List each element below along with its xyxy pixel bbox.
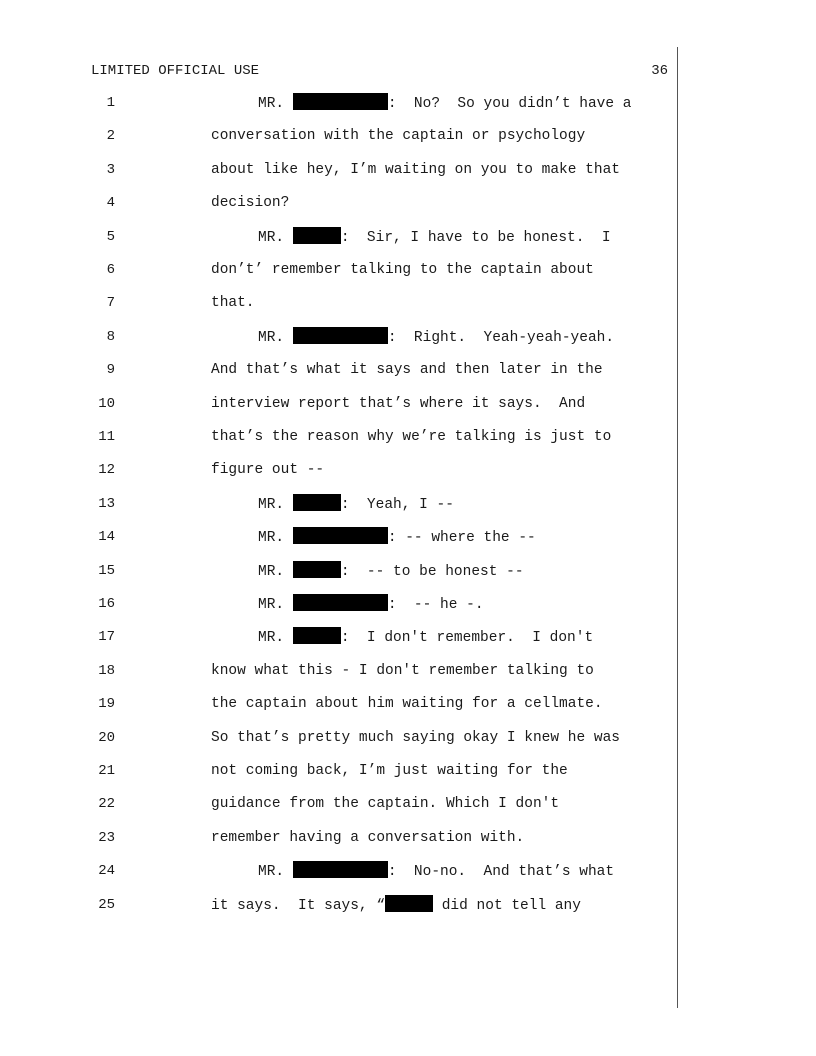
classification-header: LIMITED OFFICIAL USE bbox=[91, 63, 260, 79]
line-number: 20 bbox=[98, 729, 115, 746]
text-segment: MR. bbox=[258, 530, 293, 547]
transcript-line bbox=[0, 494, 680, 514]
line-number: 18 bbox=[98, 662, 115, 679]
text-segment: that. bbox=[211, 295, 255, 312]
line-number: 17 bbox=[98, 629, 115, 646]
line-number: 10 bbox=[98, 395, 115, 412]
text-segment: MR. bbox=[258, 229, 293, 246]
line-number: 15 bbox=[98, 562, 115, 579]
line-text bbox=[211, 293, 255, 313]
text-segment: about like hey, I’m waiting on you to make that bbox=[211, 161, 620, 178]
line-text bbox=[211, 460, 324, 480]
transcript-line bbox=[0, 126, 680, 146]
line-text bbox=[258, 594, 484, 615]
line-text bbox=[211, 126, 585, 146]
transcript-line bbox=[0, 160, 680, 180]
page-number: 36 bbox=[651, 63, 668, 79]
line-number: 11 bbox=[98, 429, 115, 445]
text-segment: : No-no. And that’s what bbox=[387, 864, 615, 881]
transcript-line bbox=[0, 561, 680, 581]
text-segment: don’t’ remember talking to the captain about bbox=[211, 262, 594, 278]
text-segment: decision? bbox=[211, 195, 290, 212]
transcript-line bbox=[0, 728, 680, 748]
redaction-box bbox=[293, 227, 341, 244]
redaction-box bbox=[293, 93, 388, 110]
line-text bbox=[258, 627, 593, 648]
transcript-line bbox=[0, 694, 680, 714]
transcript-line bbox=[0, 193, 680, 213]
redaction-box bbox=[293, 527, 388, 544]
transcript-line bbox=[0, 661, 680, 681]
line-text bbox=[258, 227, 611, 248]
line-text bbox=[211, 360, 603, 380]
text-segment: that’s the reason why we’re talking is just to bbox=[211, 429, 612, 445]
transcript-line bbox=[0, 260, 680, 280]
line-text bbox=[211, 761, 568, 781]
line-text bbox=[211, 728, 620, 748]
line-number: 5 bbox=[106, 228, 115, 245]
line-text bbox=[211, 160, 620, 180]
text-segment: MR. bbox=[258, 630, 293, 647]
transcript-line bbox=[0, 828, 680, 848]
transcript-line bbox=[0, 327, 680, 347]
line-number: 19 bbox=[98, 696, 115, 713]
text-segment: it says. It says, “ bbox=[211, 897, 386, 914]
text-segment: did not tell any bbox=[433, 897, 581, 914]
text-segment: MR. bbox=[258, 96, 293, 112]
transcript-line bbox=[0, 594, 680, 614]
text-segment: : Yeah, I -- bbox=[340, 496, 454, 513]
text-segment: : -- to be honest -- bbox=[340, 563, 524, 580]
line-text bbox=[258, 861, 614, 882]
text-segment: the captain about him waiting for a cellmate. bbox=[211, 696, 603, 713]
text-segment: : Right. Yeah-yeah-yeah. bbox=[387, 329, 615, 346]
line-number: 25 bbox=[98, 896, 115, 913]
redaction-box bbox=[293, 627, 341, 644]
redaction-box bbox=[293, 561, 341, 578]
text-segment: MR. bbox=[258, 597, 293, 613]
line-number: 21 bbox=[98, 763, 115, 779]
text-segment: : Sir, I have to be honest. I bbox=[340, 229, 611, 246]
line-number: 8 bbox=[106, 328, 115, 345]
transcript-line bbox=[0, 293, 680, 313]
transcript-line bbox=[0, 427, 680, 447]
text-segment: : I don't remember. I don't bbox=[340, 630, 594, 647]
line-text bbox=[211, 895, 581, 916]
line-number: 6 bbox=[106, 262, 115, 278]
line-number: 4 bbox=[106, 195, 115, 212]
text-segment: : -- where the -- bbox=[387, 530, 536, 547]
transcript-line bbox=[0, 460, 680, 480]
line-text bbox=[258, 561, 524, 582]
redaction-box bbox=[293, 327, 388, 344]
text-segment: MR. bbox=[258, 563, 293, 580]
text-segment: conversation with the captain or psychology bbox=[211, 128, 586, 145]
redaction-box bbox=[293, 861, 388, 878]
transcript-line bbox=[0, 895, 680, 915]
line-number: 2 bbox=[106, 128, 115, 145]
text-segment: guidance from the captain. Which I don't bbox=[211, 796, 560, 813]
line-number: 7 bbox=[106, 295, 115, 312]
text-segment: know what this - I don't remember talking to bbox=[211, 662, 594, 679]
transcript-line bbox=[0, 227, 680, 247]
transcript-line bbox=[0, 93, 680, 113]
line-text bbox=[211, 694, 603, 714]
line-text bbox=[258, 527, 536, 548]
line-text bbox=[258, 93, 631, 114]
text-segment: interview report that’s where it says. And bbox=[211, 395, 586, 412]
line-text bbox=[211, 394, 585, 414]
text-segment: figure out -- bbox=[211, 462, 325, 479]
line-number: 24 bbox=[98, 863, 115, 880]
line-number: 16 bbox=[98, 596, 115, 612]
text-segment: MR. bbox=[258, 864, 293, 881]
transcript-line bbox=[0, 527, 680, 547]
text-segment: And that’s what it says and then later in the bbox=[211, 362, 603, 379]
line-number: 14 bbox=[98, 529, 115, 546]
text-segment: MR. bbox=[258, 329, 293, 346]
line-text bbox=[258, 327, 614, 348]
line-number: 9 bbox=[106, 362, 115, 379]
line-text bbox=[211, 260, 594, 280]
line-text bbox=[211, 828, 524, 848]
text-segment: : -- he -. bbox=[387, 597, 484, 613]
line-text bbox=[211, 427, 611, 447]
line-text bbox=[211, 193, 289, 213]
transcript-line bbox=[0, 861, 680, 881]
line-number: 12 bbox=[98, 462, 115, 479]
line-text bbox=[211, 794, 559, 814]
text-segment: : No? So you didn’t have a bbox=[387, 96, 632, 112]
transcript-line bbox=[0, 627, 680, 647]
redaction-box bbox=[385, 895, 433, 912]
text-segment: remember having a conversation with. bbox=[211, 829, 525, 846]
line-text bbox=[258, 494, 454, 515]
line-number: 23 bbox=[98, 829, 115, 846]
line-text bbox=[211, 661, 594, 681]
text-segment: not coming back, I’m just waiting for the bbox=[211, 763, 568, 779]
line-number: 3 bbox=[106, 161, 115, 178]
text-segment: MR. bbox=[258, 496, 293, 513]
transcript-line bbox=[0, 360, 680, 380]
line-number: 1 bbox=[106, 95, 115, 111]
transcript-line bbox=[0, 794, 680, 814]
line-number: 13 bbox=[98, 495, 115, 512]
transcript-line bbox=[0, 394, 680, 414]
text-segment: So that’s pretty much saying okay I knew he was bbox=[211, 729, 620, 746]
redaction-box bbox=[293, 494, 341, 511]
line-number: 22 bbox=[98, 796, 115, 813]
redaction-box bbox=[293, 594, 388, 611]
transcript-line bbox=[0, 761, 680, 781]
